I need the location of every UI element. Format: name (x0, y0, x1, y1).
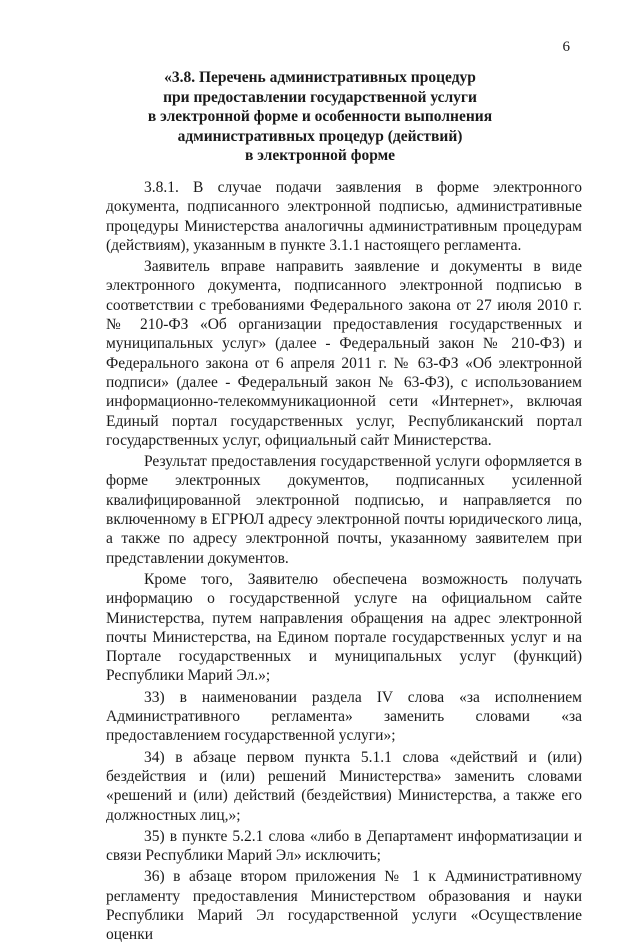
paragraph-item-36: 36) в абзаце втором приложения № 1 к Административному регламенту предоставления Министерством образования и науки Республики Марий Эл государственной услуги «Осуществление оценки (106, 868, 582, 944)
paragraph-3-8-1: 3.8.1. В случае подачи заявления в форме электронного документа, подписанного электронной подписью, административные процедуры Министерства аналогичны административным процедурам (действиям), указанным в пункте 3.1.1 настоящего регламента. (106, 179, 582, 254)
paragraph-applicant-rights: Заявитель вправе направить заявление и документы в виде электронного документа, подписанного электронной подписью в соответствии с требованиями Федерального закона от 27 июля 2010 г. № 210-ФЗ «Об организации предоставления государственных и муниципальных услуг» (далее - Федеральный закон № 210-ФЗ) и Федерального закона от 6 апреля 2011 г. № 63-ФЗ «Об электронной подписи» (далее - Федеральный закон № 63-ФЗ), с использованием информационно-телекоммуникационной сети «Интернет», включая Единый портал государственных услуг, Республиканский портал государственных услуг, официальный сайт Министерства. (106, 258, 582, 449)
paragraph-item-34: 34) в абзаце первом пункта 5.1.1 слова «действий и (или) бездействия и (или) решений Министерства» заменить словами «решений и (или) действий (бездействия) Министерства, а также его должностных лиц,»; (106, 748, 582, 824)
page-number: 6 (562, 39, 570, 55)
heading-line: в электронной форме (244, 147, 396, 164)
section-heading (90, 68, 550, 166)
paragraph-information-access: Кроме того, Заявителю обеспечена возможность получать информацию о государственной услуге на официальном сайте Министерства, путем направления обращения на адрес электронной почты Министерства, на Едином портале государственных услуг и на Портале государственных и муниципальных услуг (функций) Республики Марий Эл.»; (106, 570, 582, 685)
heading-line: административных процедур (действий) (177, 127, 463, 145)
paragraph-item-33: 33) в наименовании раздела IV слова «за исполнением Административного регламента» заменить словами «за предоставлением государственной услуги»; (106, 688, 582, 745)
heading-line: в электронной форме и особенности выполнения (147, 108, 493, 125)
paragraph-item-35: 35) в пункте 5.2.1 слова «либо в Департамент информатизации и связи Республики Марий Эл» исключить; (106, 827, 582, 865)
heading-line: «3.8. Перечень административных процедур (164, 69, 476, 86)
paragraph-service-result: Результат предоставления государственной услуги оформляется в форме электронных документов, подписанных усиленной квалифицированной электронной подписью, и направляется по включенному в ЕГРЮЛ адресу электронной почты юридического лица, а также по адресу электронной почты, указанному заявителем при представлении документов. (106, 453, 582, 567)
heading-line: при предоставлении государственной услуги (163, 88, 477, 106)
document-body (106, 178, 582, 947)
